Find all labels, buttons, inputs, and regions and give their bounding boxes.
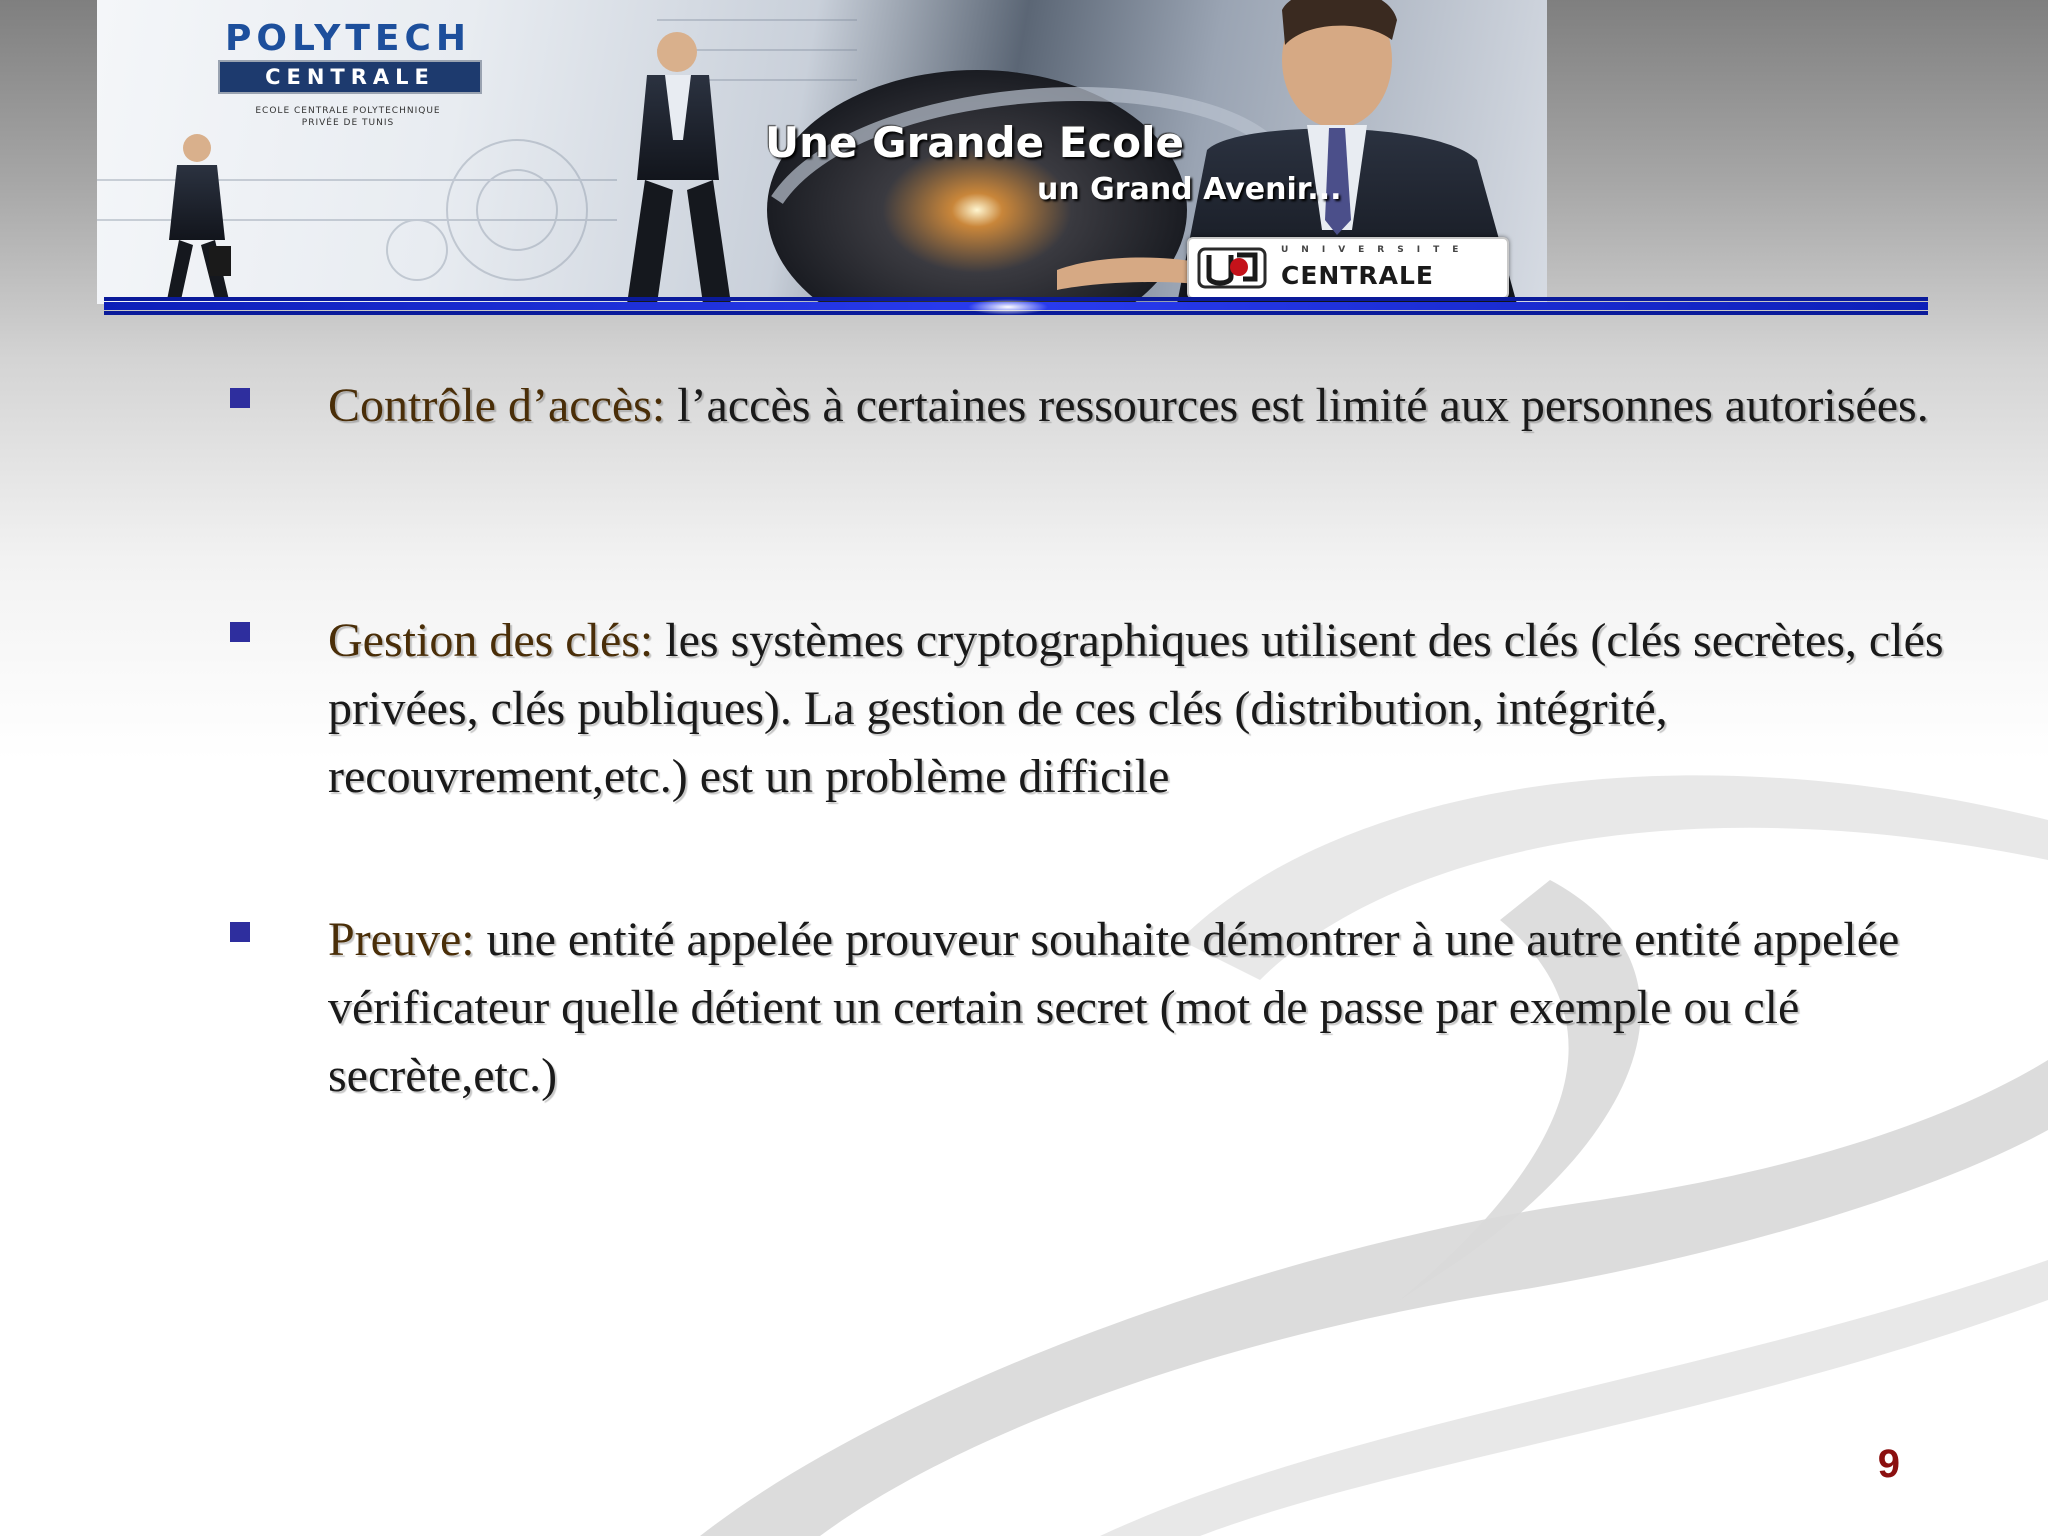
logo-caption-line1: ECOLE CENTRALE POLYTECHNIQUE: [255, 106, 441, 116]
slide-page-number: 9: [1877, 1442, 1900, 1486]
bullet-text: les systèmes cryptographiques utilisent des clés (clés secrètes, clés privées, clés publiques). La gestion de ces clés (distribution, intégrité, recouvrement,etc.) est un problème difficile: [328, 614, 1944, 803]
bullet-text: une entité appelée prouveur souhaite démontrer à une autre entité appelée vérificateur quelle détient un certain secret (mot de passe par exemple ou clé secrète,etc.): [328, 913, 1900, 1102]
bullet-text: l’accès à certaines ressources est limité aux personnes autorisées.: [665, 379, 1929, 432]
logo-subtitle: CENTRALE: [218, 60, 482, 94]
bullet-item-controle-acces: [328, 372, 1948, 440]
universite-label-big: CENTRALE: [1281, 261, 1435, 290]
bullet-item-preuve: [328, 906, 1948, 1110]
bullet-item-gestion-cles: [328, 607, 1948, 811]
logo-caption-line2: PRIVÉE DE TUNIS: [301, 118, 395, 128]
banner-tagline-main: Une Grande Ecole: [765, 118, 1185, 167]
bullet-square-icon: [230, 922, 250, 942]
bullet-square-icon: [230, 622, 250, 642]
bullet-term: Gestion des clés:: [328, 614, 654, 667]
banner-tagline-sub: un Grand Avenir...: [1037, 172, 1342, 207]
bullet-term: Contrôle d’accès:: [328, 379, 666, 432]
universite-label-small: UNIVERSITE: [1281, 245, 1472, 255]
logo-title: POLYTECH: [224, 18, 472, 59]
bullet-square-icon: [230, 388, 250, 408]
bullet-term: Preuve:: [328, 913, 475, 966]
